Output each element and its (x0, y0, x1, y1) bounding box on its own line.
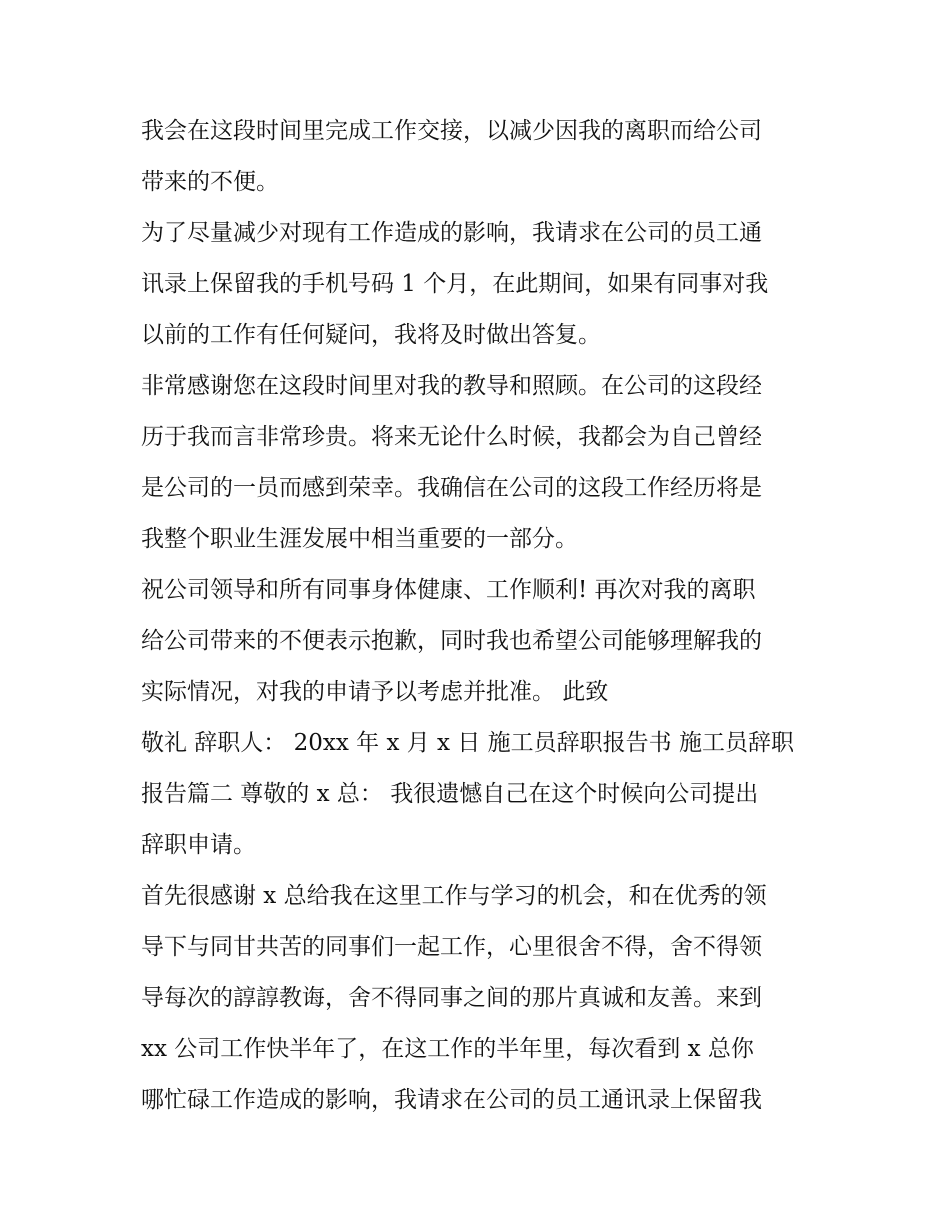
text-line: 我会在这段时间里完成工作交接，以减少因我的离职而给公司 (141, 118, 762, 144)
text-line: 哪忙碌工作造成的影响，我请求在公司的员工通讯录上保留我 (141, 1087, 762, 1113)
text-line: 我整个职业生涯发展中相当重要的一部分。 (141, 526, 578, 552)
text-line: 带来的不便。 (141, 169, 279, 195)
text-line: 导每次的諄諄教诲，舍不得同事之间的那片真诚和友善。来到 (141, 985, 762, 1011)
text-line: 为了尽量减少对现有工作造成的影响，我请求在公司的员工通 (141, 220, 762, 246)
text-line: 讯录上保留我的手机号码 1 个月，在此期间，如果有同事对我 (141, 271, 769, 297)
text-line: xx 公司工作快半年了，在这工作的半年里，每次看到 x 总你 (141, 1036, 754, 1062)
text-line: 实际情况，对我的申请予以考虑并批准。 此致 (141, 679, 609, 705)
document-body (141, 106, 821, 1126)
text-line: 历于我而言非常珍贵。将来无论什么时候，我都会为自己曾经 (141, 424, 762, 450)
text-line: 给公司带来的不便表示抱歉，同时我也希望公司能够理解我的 (141, 628, 762, 654)
text-line: 导下与同甘共苦的同事们一起工作，心里很舍不得，舍不得领 (141, 934, 762, 960)
text-line: 是公司的一员而感到荣幸。我确信在公司的这段工作经历将是 (141, 475, 762, 501)
text-line: 辞职申请。 (141, 832, 256, 858)
text-line: 非常感谢您在这段时间里对我的教导和照顾。在公司的这段经 (141, 373, 762, 399)
text-line: 以前的工作有任何疑问，我将及时做出答复。 (141, 322, 601, 348)
text-line: 敬礼 辞职人： 20xx 年 x 月 x 日 施工员辞职报告书 施工员辞职 (141, 730, 794, 756)
text-line: 报告篇二 尊敬的 x 总： 我很遗憾自己在这个时候向公司提出 (141, 781, 759, 807)
text-line: 首先很感谢 x 总给我在这里工作与学习的机会，和在优秀的领 (141, 883, 767, 909)
text-line: 祝公司领导和所有同事身体健康、工作顺利! 再次对我的离职 (141, 577, 756, 603)
